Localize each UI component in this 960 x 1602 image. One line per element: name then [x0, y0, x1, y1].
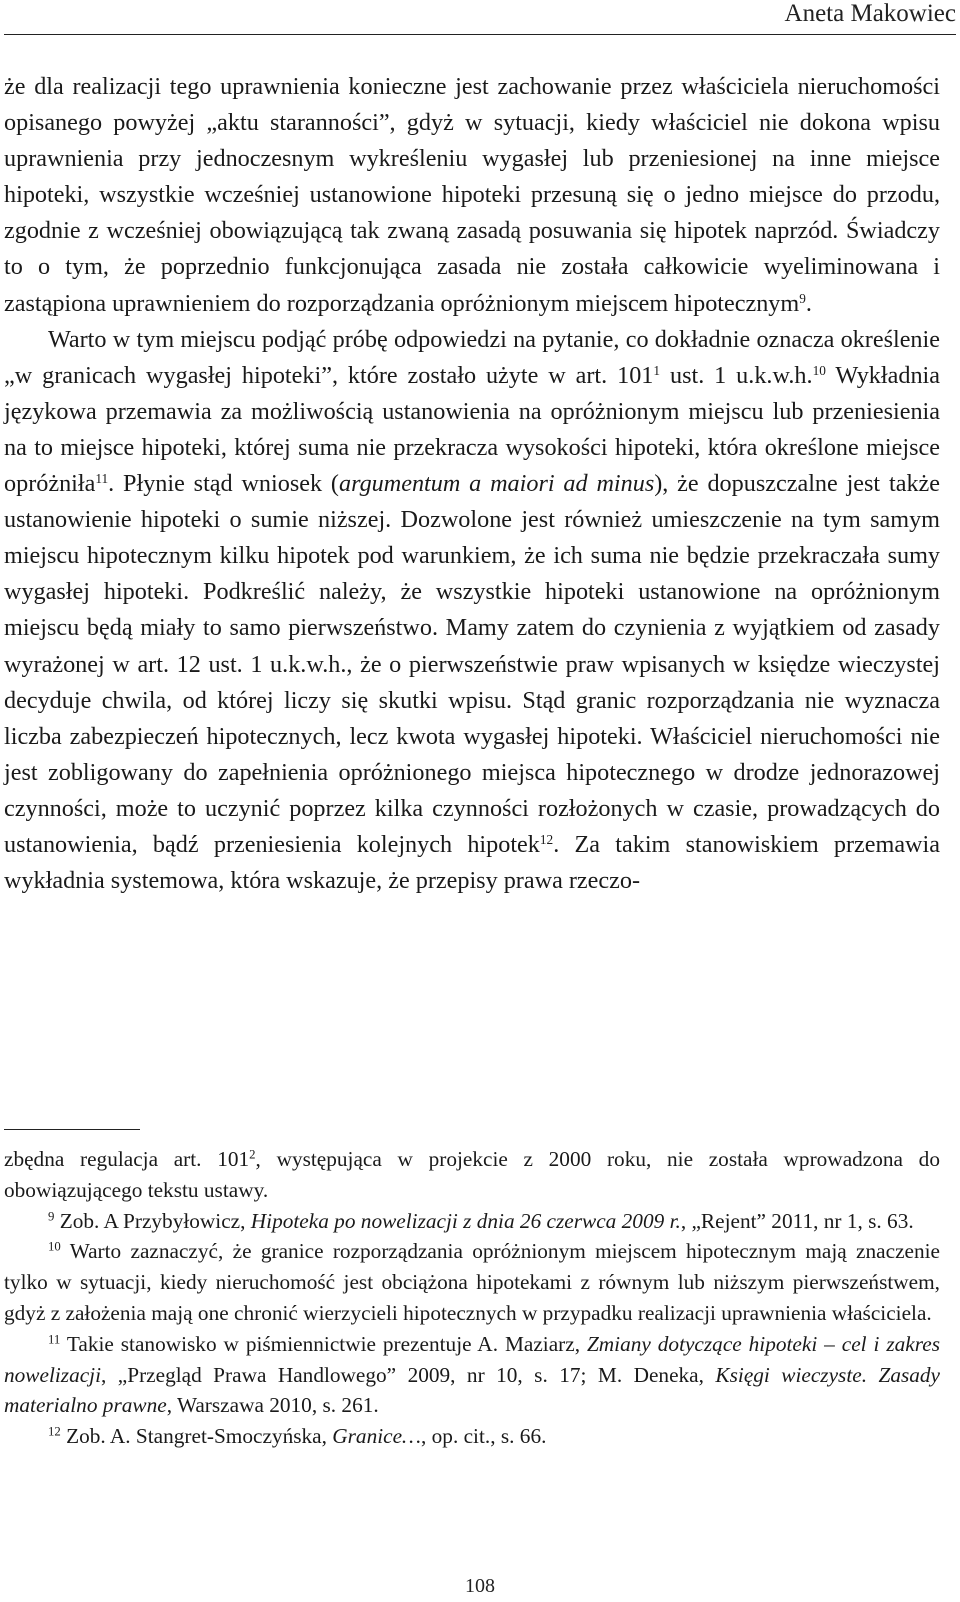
footnote-ref-9: 9 — [799, 290, 806, 306]
footnote-text: zbędna regulacja art. 101 — [4, 1147, 250, 1171]
footnote-11 — [4, 1329, 940, 1421]
paragraph-text: . Płynie stąd wniosek ( — [108, 470, 339, 498]
header-author: Aneta Makowiec — [784, 0, 956, 27]
footnote-text: Takie stanowisko w piśmiennictwie prezentuje A. Maziarz, — [60, 1331, 587, 1356]
footnote-ref-11: 11 — [95, 471, 109, 487]
footnote-ref-10: 10 — [812, 362, 826, 378]
paragraph-text: że dla realizacji tego uprawnienia konieczne jest zachowanie przez właściciela nieruchomości opisanego powyżej „aktu staranności”, gdyż w sytuacji, kiedy właściciel nie dokona wpisu uprawnienia przy jednoczesnym wykreśleniu wygasłej lub przeniesionej na inne miejsce hipoteki, wszystkie wcześniej ustanowione hipoteki przesuną się o jedno miejsce do przodu, zgodnie z wcześniej obowiązującą tak zwaną zasadą posuwania się hipotek naprzód. Świadczy to o tym, że poprzednio funkcjonująca zasada nie została całkowicie wyeliminowana i zastąpiona uprawnieniem do rozporządzania opróżnionym miejscem hipotecznym — [4, 73, 940, 317]
footnote-number: 11 — [48, 1332, 61, 1347]
footnote-12 — [4, 1421, 940, 1452]
paragraph-2 — [4, 322, 940, 900]
superscript-1: 1 — [653, 362, 661, 378]
paragraph-1 — [4, 69, 940, 322]
paragraph-text: Wykładnia językowa przemawia za możliwością ustanowienia na opróżnionym miejscu lub przeniesienia na to miejsce hipoteki, której suma nie przekracza wysokości hipoteki, która określone miejsce opróżniła — [4, 361, 941, 498]
footnote-number: 10 — [48, 1239, 61, 1254]
footnote-text: , „Przegląd Prawa Handlowego” 2009, nr 10, s. 17; M. Deneka, — [101, 1362, 716, 1387]
paragraph-text: Warto w tym miejscu podjąć próbę odpowiedzi na pytanie, co dokładnie oznacza określenie „w granicach wygasłej hipoteki”, które zostało użyte w art. 101 — [4, 325, 940, 389]
footnote-number: 9 — [48, 1208, 55, 1223]
running-header — [4, 0, 956, 35]
footnote-text: Zob. A. Stangret-Smoczyńska, — [60, 1424, 333, 1449]
footnote-title: Zmiany dotyczące hipoteki – cel i zakres nowelizacji — [4, 1331, 940, 1387]
footnote-text: , „Rejent” 2011, nr 1, s. 63. — [680, 1208, 914, 1233]
footnotes — [4, 1144, 940, 1452]
paragraph-text: . — [805, 289, 812, 317]
paragraph-text: . Za takim stanowiskiem przemawia wykładnia systemowa, która wskazuje, że przepisy prawa rzeczo- — [4, 830, 940, 895]
main-text — [4, 69, 940, 899]
footnote-title: Księgi wieczyste. Zasady materialno prawne — [4, 1362, 940, 1418]
superscript-2: 2 — [249, 1147, 256, 1162]
latin-phrase: argumentum a maiori ad minus — [338, 470, 655, 498]
paragraph-text: ), że dopuszczalne jest także ustanowienie hipoteki o sumie niższej. Dozwolone jest również umieszczenie na tym samym miejscu hipotecznym kilku hipotek pod warunkiem, że ich suma nie będzie przekraczała sumy wygasłej hipoteki. Podkreślić należy, że wszystkie hipoteki ustanowione na opróżnionym miejscu będą miały to samo pierwszeństwo. Mamy zatem do czynienia z wyjątkiem od zasady wyrażonej w art. 12 ust. 1 u.k.w.h., że o pierwszeństwie praw wpisanych w księdze wieczystej decyduje chwila, od której liczy się skutki wpisu. Stąd granic rozporządzania nie wyznacza liczba zabezpieczeń hipotecznych, lecz kwota wygasłej hipoteki. Właściciel nieruchomości nie jest zobligowany do zapełnienia opróżnionego miejsca hipotecznego w drodze jednorazowej czynności, może to uczynić poprzez kilka czynności rozłożonych w czasie, prowadzących do ustanowienia, bądź przeniesienia kolejnych hipotek — [4, 470, 941, 858]
footnote-text: Zob. A Przybyłowicz, — [54, 1208, 251, 1233]
footnote-text: , Warszawa 2010, s. 261. — [166, 1393, 379, 1418]
footnote-10 — [4, 1236, 940, 1328]
page-number: 108 — [465, 1575, 495, 1597]
footnote-continuation — [4, 1144, 940, 1206]
footnote-title: Granice… — [332, 1424, 421, 1449]
footnote-text: , op. cit., s. 66. — [421, 1424, 547, 1449]
footnote-ref-12: 12 — [539, 831, 554, 847]
footnote-title: Hipoteka po nowelizacji z dnia 26 czerwca 2009 r. — [250, 1208, 681, 1233]
footnote-separator — [4, 1129, 140, 1130]
footnote-9 — [4, 1206, 940, 1237]
paragraph-text: ust. 1 u.k.w.h. — [660, 361, 813, 389]
footnote-text: , występująca w projekcie z 2000 roku, nie została wprowadzona do obowiązującego tekstu ustawy. — [4, 1147, 940, 1202]
footnote-number: 12 — [48, 1424, 61, 1439]
footnote-text: Warto zaznaczyć, że granice rozporządzania opróżnionym miejscem hipotecznym mają znaczenie tylko w sytuacji, kiedy nieruchomość jest obciążona hipotekami z równym lub niższym pierwszeństwem, gdyż z założenia mają one chronić wierzycieli hipotecznych w przypadku realizacji uprawnienia właściciela. — [4, 1239, 940, 1325]
